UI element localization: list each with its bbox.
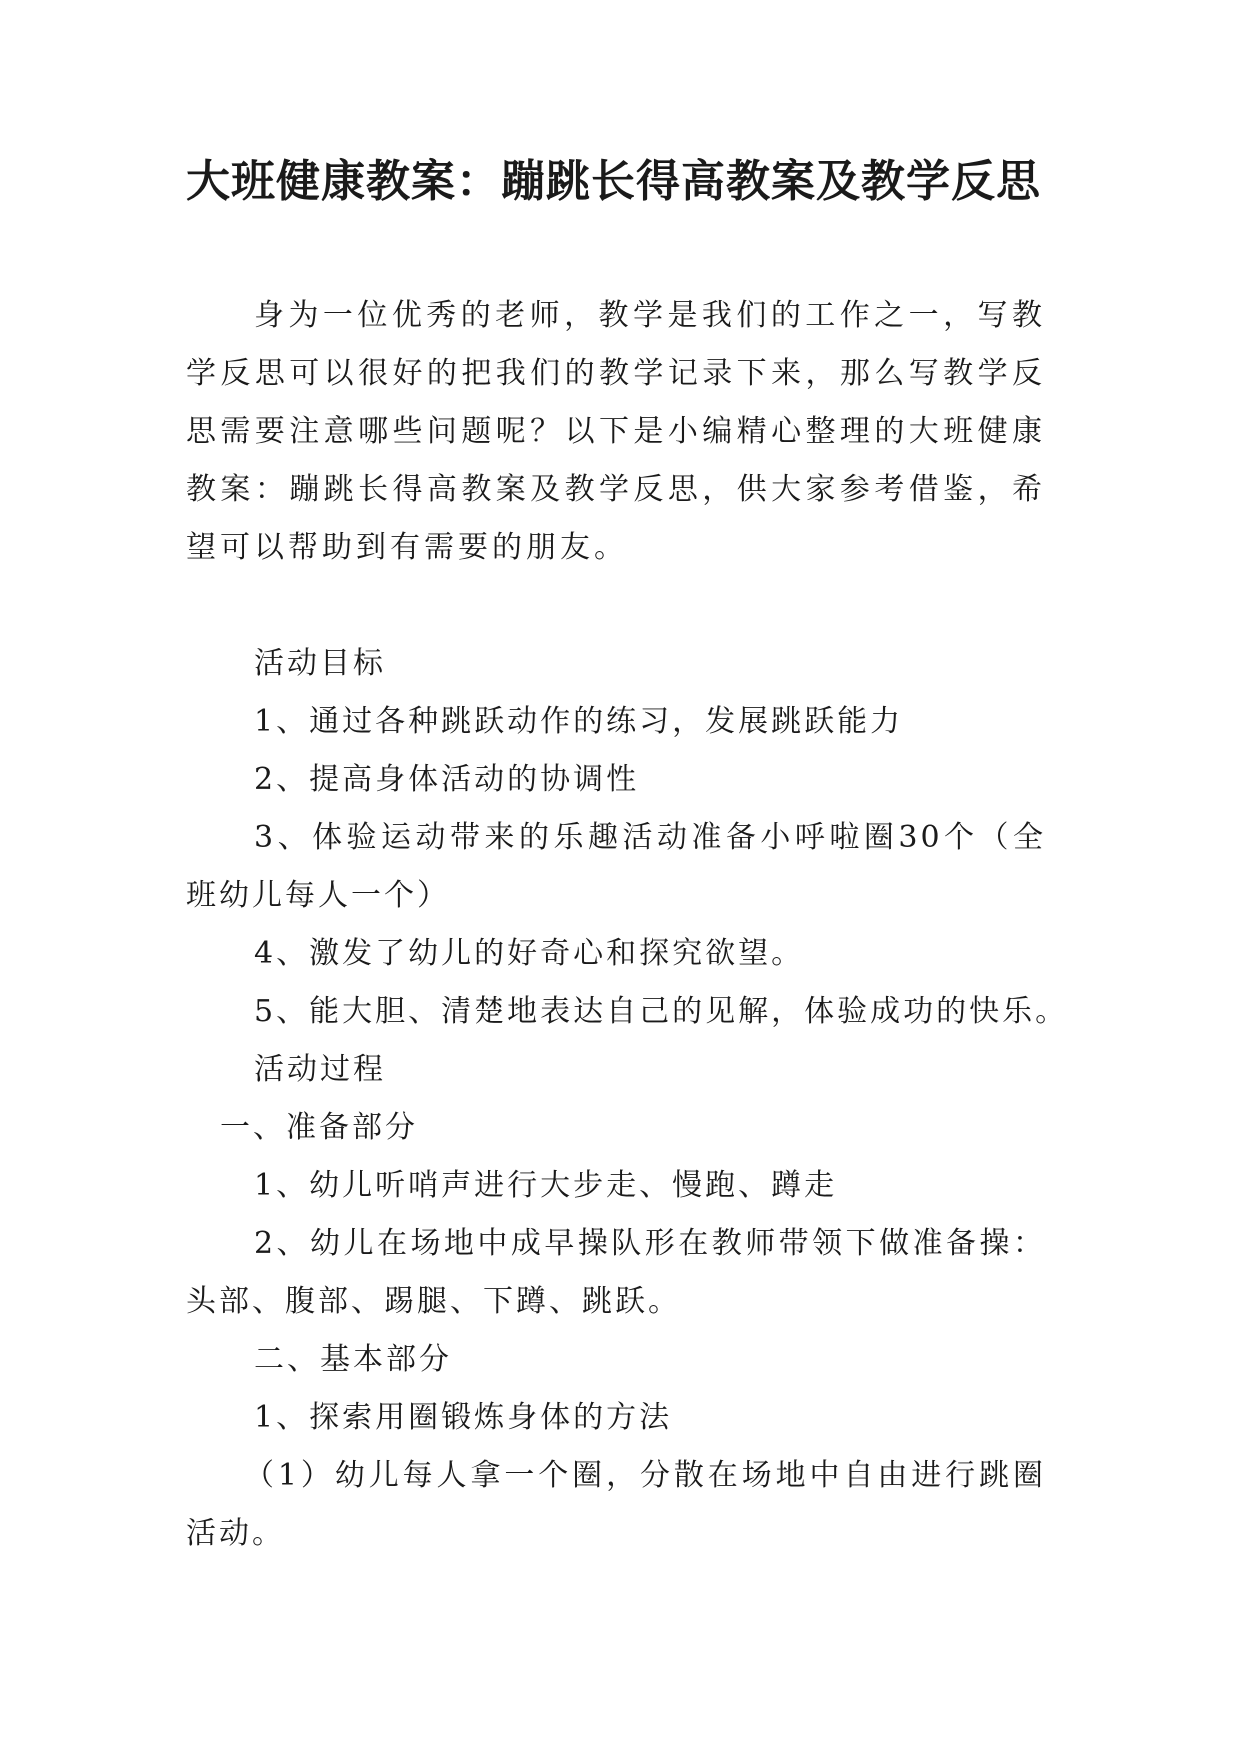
document-title: 大班健康教案：蹦跳长得高教案及教学反思 — [186, 156, 1041, 207]
part-2-heading: 二、基本部分 — [254, 1342, 452, 1377]
part-1-item-1: 1、幼儿听哨声进行大步走、慢跑、蹲走 — [254, 1168, 838, 1203]
part-2-item-1-1: （1）幼儿每人拿一个圈，分散在场地中自由进行跳圈活动。 — [186, 1458, 1046, 1551]
goal-item-3: 3、体验运动带来的乐趣活动准备小呼啦圈30个（全班幼儿每人一个） — [186, 820, 1046, 913]
part-1-heading: 一、准备部分 — [220, 1110, 418, 1145]
intro-paragraph: 身为一位优秀的老师，教学是我们的工作之一，写教学反思可以很好的把我们的教学记录下来，那么写教学反思需要注意哪些问题呢？以下是小编精心整理的大班健康教案：蹦跳长得高教案及教学反思，供大家参考借鉴，希望可以帮助到有需要的朋友。 — [186, 298, 1046, 565]
goal-item-1: 1、通过各种跳跃动作的练习，发展跳跃能力 — [254, 704, 904, 739]
goal-item-4: 4、激发了幼儿的好奇心和探究欲望。 — [254, 936, 805, 971]
document-body — [186, 635, 1086, 1563]
goal-item-2: 2、提高身体活动的协调性 — [254, 762, 640, 797]
part-2-item-1: 1、探索用圈锻炼身体的方法 — [254, 1400, 673, 1435]
part-1-item-2: 2、幼儿在场地中成早操队形在教师带领下做准备操：头部、腹部、踢腿、下蹲、跳跃。 — [186, 1226, 1046, 1319]
goal-item-5: 5、能大胆、清楚地表达自己的见解，体验成功的快乐。 — [254, 994, 1069, 1029]
goal-heading: 活动目标 — [254, 646, 386, 681]
process-heading: 活动过程 — [254, 1052, 386, 1087]
